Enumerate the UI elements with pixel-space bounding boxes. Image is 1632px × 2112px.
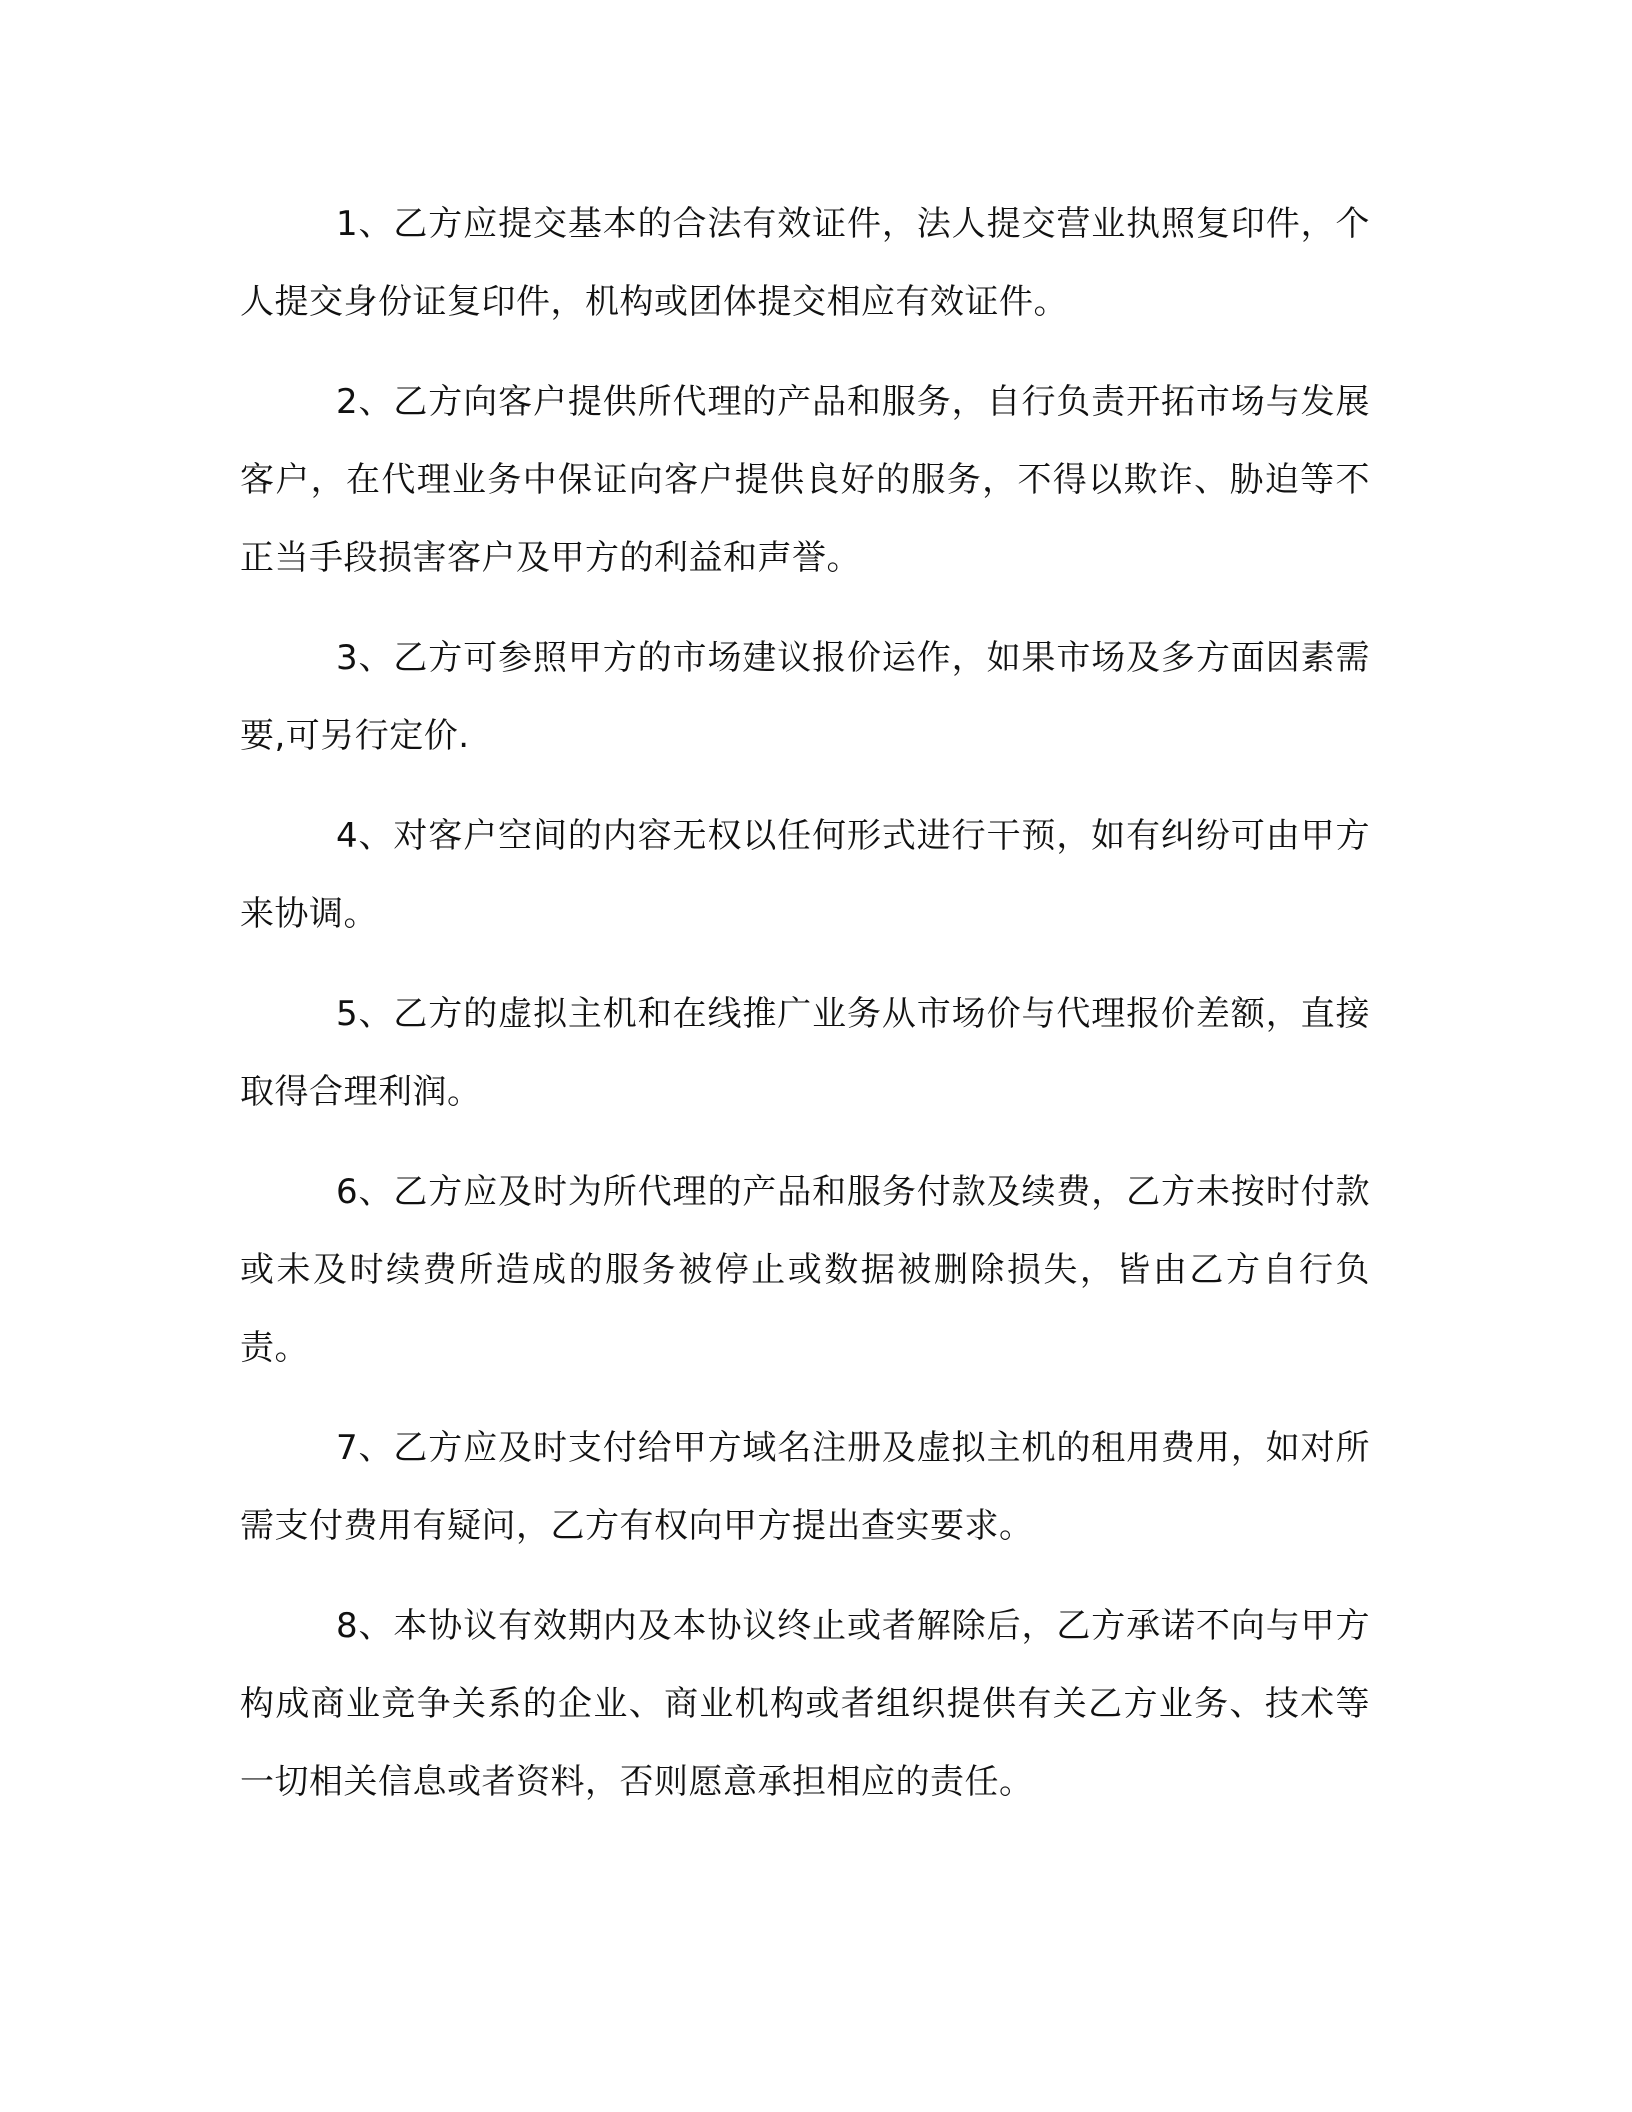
clause-8: 8、本协议有效期内及本协议终止或者解除后，乙方承诺不向与甲方构成商业竞争关系的企业、商业机构或者组织提供有关乙方业务、技术等一切相关信息或者资料，否则愿意承担相应的责任。 bbox=[240, 1606, 1370, 1802]
clause-7: 7、乙方应及时支付给甲方域名注册及虚拟主机的租用费用，如对所需支付费用有疑问，乙方有权向甲方提出查实要求。 bbox=[240, 1428, 1370, 1546]
clause-3: 3、乙方可参照甲方的市场建议报价运作，如果市场及多方面因素需要,可另行定价. bbox=[240, 638, 1370, 756]
document-body bbox=[240, 185, 1370, 1843]
clause-5: 5、乙方的虚拟主机和在线推广业务从市场价与代理报价差额，直接取得合理利润。 bbox=[240, 994, 1370, 1112]
clause-1: 1、乙方应提交基本的合法有效证件，法人提交营业执照复印件，个人提交身份证复印件，机构或团体提交相应有效证件。 bbox=[240, 204, 1370, 322]
clause-4: 4、对客户空间的内容无权以任何形式进行干预，如有纠纷可由甲方来协调。 bbox=[240, 816, 1370, 934]
clause-6: 6、乙方应及时为所代理的产品和服务付款及续费，乙方未按时付款或未及时续费所造成的服务被停止或数据被删除损失，皆由乙方自行负责。 bbox=[240, 1172, 1370, 1368]
clause-2: 2、乙方向客户提供所代理的产品和服务，自行负责开拓市场与发展客户，在代理业务中保证向客户提供良好的服务，不得以欺诈、胁迫等不正当手段损害客户及甲方的利益和声誉。 bbox=[240, 382, 1370, 578]
